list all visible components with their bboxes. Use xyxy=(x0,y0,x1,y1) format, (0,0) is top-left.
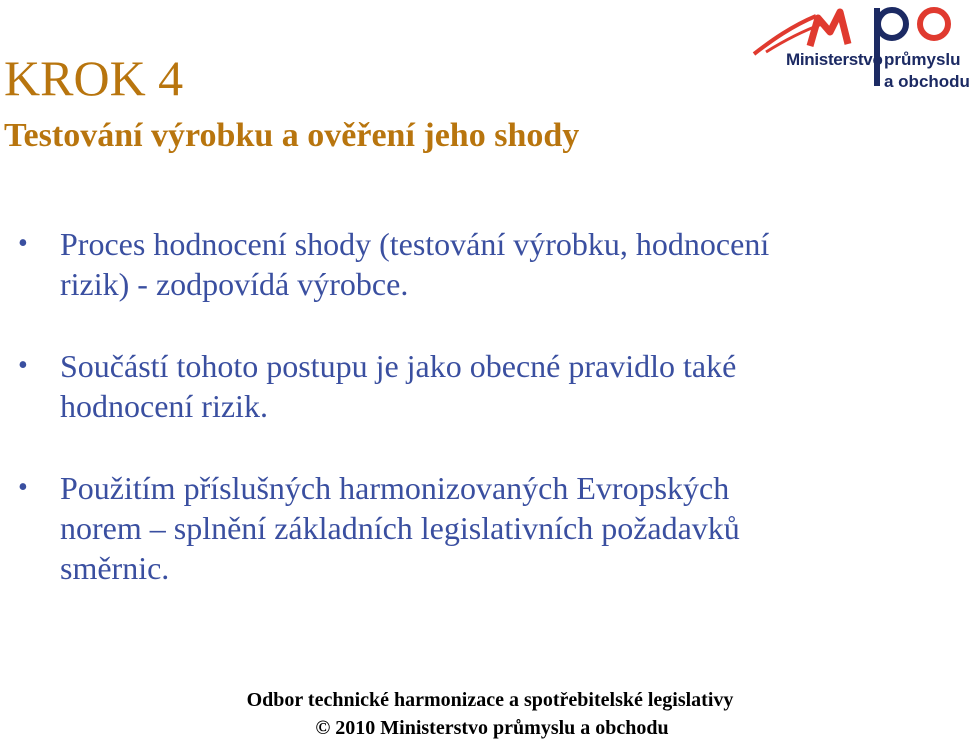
mpo-logo xyxy=(752,2,970,94)
bullet-item xyxy=(18,224,918,304)
slide-subtitle: Testování výrobku a ověření jeho shody xyxy=(4,117,580,154)
bullet-text-line: norem – splnění základních legislativních požadavků xyxy=(60,510,740,546)
bullet-text-line: směrnic. xyxy=(60,550,170,586)
bullet-text-line: hodnocení rizik. xyxy=(60,388,268,424)
bullet-marker: • xyxy=(18,472,28,503)
bullet-item xyxy=(18,468,918,588)
logo-text-prumyslu: průmyslu xyxy=(884,50,961,69)
footer-department: Odbor technické harmonizace a spotřebitelské legislativy xyxy=(246,689,734,711)
bullet-marker: • xyxy=(18,350,28,381)
bullet-text-line: Součástí tohoto postupu je jako obecné pravidlo také xyxy=(60,348,737,384)
bullet-text-line: Použitím příslušných harmonizovaných Evropských xyxy=(60,470,730,506)
bullet-item xyxy=(18,346,918,426)
logo-text-a-obchodu: a obchodu xyxy=(884,72,970,91)
footer-copyright: © 2010 Ministerstvo průmyslu a obchodu xyxy=(315,717,669,739)
slide-title: KROK 4 xyxy=(4,50,184,106)
bullet-text-line: Proces hodnocení shody (testování výrobku, hodnocení xyxy=(60,226,770,262)
bullet-text-line: rizik) - zodpovídá výrobce. xyxy=(60,266,409,302)
bullet-marker: • xyxy=(18,228,28,259)
bullet-list xyxy=(18,224,918,588)
logo-text-ministerstvo: Ministerstvo xyxy=(786,50,883,69)
